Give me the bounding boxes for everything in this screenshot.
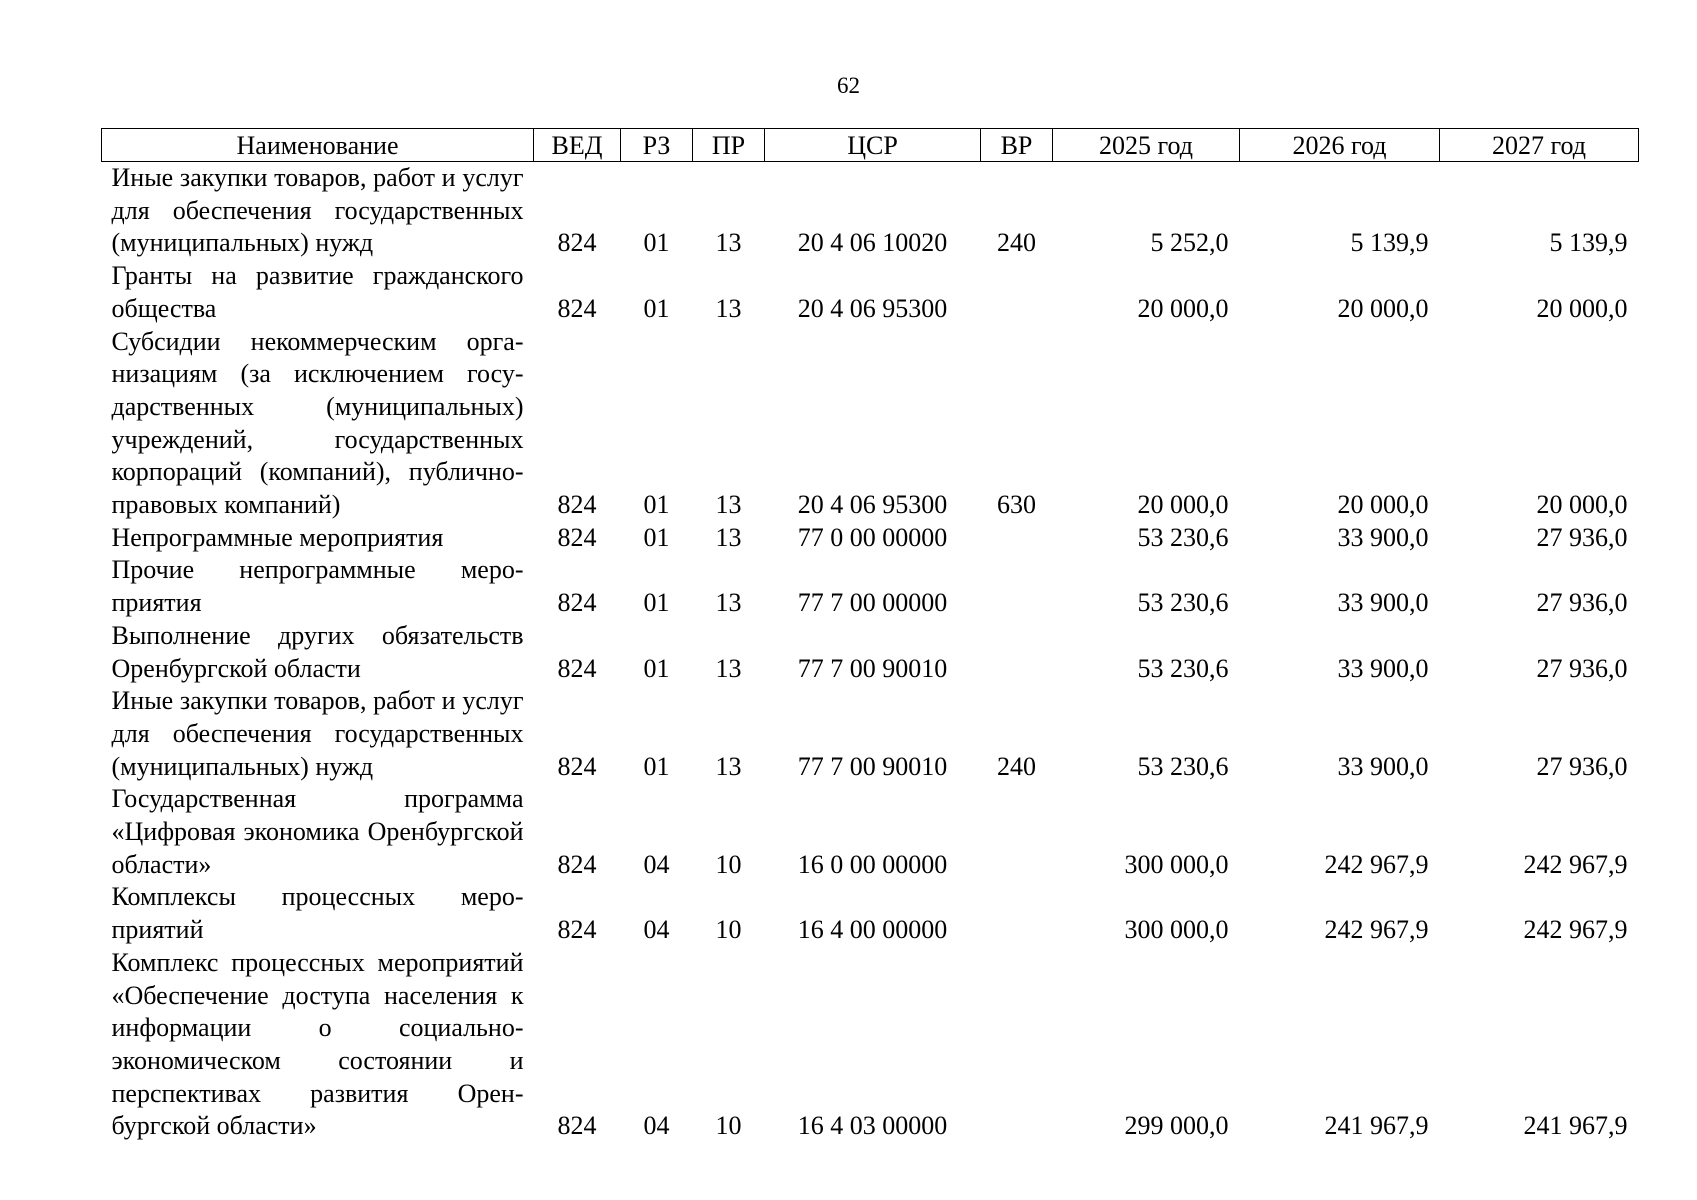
header-csr: ЦСР: [765, 129, 981, 162]
row-2025: 5 252,0: [1150, 228, 1229, 258]
row-ved: 824: [557, 490, 597, 520]
row-2027: 27 936,0: [1536, 588, 1628, 618]
row-csr: 77 0 00 00000: [797, 522, 948, 552]
row-vr: 630: [997, 490, 1036, 520]
row-name: Государственная программа «Цифровая экономика Оренбургской области»: [111, 784, 524, 879]
header-2026: 2026 год: [1240, 129, 1440, 162]
row-2026: 241 967,9: [1324, 1111, 1429, 1141]
row-pr: 10: [715, 849, 742, 879]
row-2026: 242 967,9: [1324, 915, 1429, 945]
table-row: [102, 260, 1639, 325]
table-header: [102, 129, 1639, 162]
table-row: [102, 522, 1639, 555]
row-name: Выполнение других обязательств Оренбургской области: [111, 620, 524, 683]
row-csr: 77 7 00 90010: [797, 653, 948, 683]
budget-table: [101, 128, 1639, 1143]
row-2026: 33 900,0: [1337, 653, 1429, 683]
header-2027: 2027 год: [1440, 129, 1639, 162]
row-pr: 13: [715, 490, 742, 520]
header-2025: 2025 год: [1053, 129, 1240, 162]
row-2027: 27 936,0: [1536, 751, 1628, 781]
row-2027: 242 967,9: [1523, 849, 1628, 879]
row-vr: [981, 260, 1053, 325]
row-pr: 13: [715, 588, 742, 618]
row-ved: 824: [557, 293, 597, 323]
table-row: [102, 162, 1639, 261]
table-row: [102, 881, 1639, 946]
row-ved: 824: [557, 849, 597, 879]
row-2027: 5 139,9: [1549, 228, 1628, 258]
table-row: [102, 554, 1639, 619]
row-rz: 04: [643, 1111, 670, 1141]
row-csr: 20 4 06 95300: [797, 490, 948, 520]
row-2026: 33 900,0: [1337, 751, 1429, 781]
header-row: [102, 129, 1639, 162]
row-csr: 77 7 00 00000: [797, 588, 948, 618]
row-csr: 20 4 06 95300: [797, 293, 948, 323]
row-2025: 300 000,0: [1124, 915, 1229, 945]
row-csr: 16 4 03 00000: [797, 1111, 948, 1141]
row-pr: 10: [715, 915, 742, 945]
row-csr: 16 0 00 00000: [797, 849, 948, 879]
table-body: [102, 162, 1639, 1144]
row-csr: 16 4 00 00000: [797, 915, 948, 945]
row-2026: 33 900,0: [1337, 522, 1429, 552]
header-pr: ПР: [693, 129, 765, 162]
row-2025: 53 230,6: [1137, 751, 1229, 781]
row-vr: [981, 783, 1053, 881]
row-2027: 20 000,0: [1536, 490, 1628, 520]
row-2027: 241 967,9: [1523, 1111, 1628, 1141]
row-rz: 01: [643, 588, 670, 618]
row-pr: 13: [715, 293, 742, 323]
row-name: Непрограммные мероприятия: [111, 522, 444, 552]
row-name: Иные закупки товаров, работ и услуг для обеспечения государственных (муниципальных) нужд: [111, 163, 524, 258]
row-vr: [981, 554, 1053, 619]
row-2026: 20 000,0: [1337, 293, 1429, 323]
row-2025: 20 000,0: [1137, 490, 1229, 520]
row-pr: 13: [715, 751, 742, 781]
table-row: [102, 783, 1639, 881]
row-vr: 240: [997, 751, 1036, 781]
row-2025: 300 000,0: [1124, 849, 1229, 879]
row-pr: 13: [715, 522, 742, 552]
row-2025: 53 230,6: [1137, 522, 1229, 552]
row-2026: 20 000,0: [1337, 490, 1429, 520]
row-2025: 20 000,0: [1137, 293, 1229, 323]
row-rz: 01: [643, 228, 670, 258]
row-rz: 01: [643, 522, 670, 552]
table-row: [102, 620, 1639, 685]
row-vr: [981, 522, 1053, 555]
header-rz: РЗ: [621, 129, 693, 162]
row-2026: 242 967,9: [1324, 849, 1429, 879]
row-ved: 824: [557, 522, 597, 552]
row-vr: [981, 881, 1053, 946]
row-2026: 5 139,9: [1350, 228, 1429, 258]
row-2025: 53 230,6: [1137, 653, 1229, 683]
row-2027: 27 936,0: [1536, 522, 1628, 552]
row-pr: 13: [715, 653, 742, 683]
row-vr: 240: [997, 228, 1036, 258]
page-number: 62: [837, 73, 860, 98]
row-ved: 824: [557, 653, 597, 683]
row-rz: 01: [643, 490, 670, 520]
row-rz: 01: [643, 653, 670, 683]
table-row: [102, 326, 1639, 522]
row-2025: 53 230,6: [1137, 588, 1229, 618]
row-csr: 20 4 06 10020: [797, 228, 948, 258]
row-csr: 77 7 00 90010: [797, 751, 948, 781]
row-ved: 824: [557, 751, 597, 781]
row-ved: 824: [557, 228, 597, 258]
row-2025: 299 000,0: [1124, 1111, 1229, 1141]
row-rz: 01: [643, 751, 670, 781]
row-rz: 04: [643, 849, 670, 879]
row-vr: [981, 947, 1053, 1143]
row-name: Комплексы процессных мероприятий: [111, 882, 524, 945]
row-vr: [981, 620, 1053, 685]
header-vr: ВР: [981, 129, 1053, 162]
table-row: [102, 685, 1639, 783]
row-2027: 20 000,0: [1536, 293, 1628, 323]
row-2027: 242 967,9: [1523, 915, 1628, 945]
row-rz: 04: [643, 915, 670, 945]
table-row: [102, 947, 1639, 1143]
row-name: Субсидии некоммерческим организациям (за исключением государственных (муниципальных) учреждений, государственных корпораций (компаний), публично-правовых компаний): [111, 326, 524, 520]
row-2026: 33 900,0: [1337, 588, 1429, 618]
row-rz: 01: [643, 293, 670, 323]
row-name: Прочие непрограммные мероприятия: [111, 555, 524, 618]
row-name: Комплекс процессных мероприятий «Обеспечение доступа населения к информации о социально-экономическом состоянии и перспективах развития Оренбургской области»: [111, 947, 524, 1141]
row-ved: 824: [557, 1111, 597, 1141]
header-name: Наименование: [102, 129, 534, 162]
row-ved: 824: [557, 915, 597, 945]
row-name: Гранты на развитие гражданского общества: [111, 261, 524, 323]
row-pr: 13: [715, 228, 742, 258]
header-ved: ВЕД: [534, 129, 621, 162]
row-name: Иные закупки товаров, работ и услуг для обеспечения государственных (муниципальных) нужд: [111, 686, 524, 781]
row-2027: 27 936,0: [1536, 653, 1628, 683]
row-ved: 824: [557, 588, 597, 618]
row-pr: 10: [715, 1111, 742, 1141]
